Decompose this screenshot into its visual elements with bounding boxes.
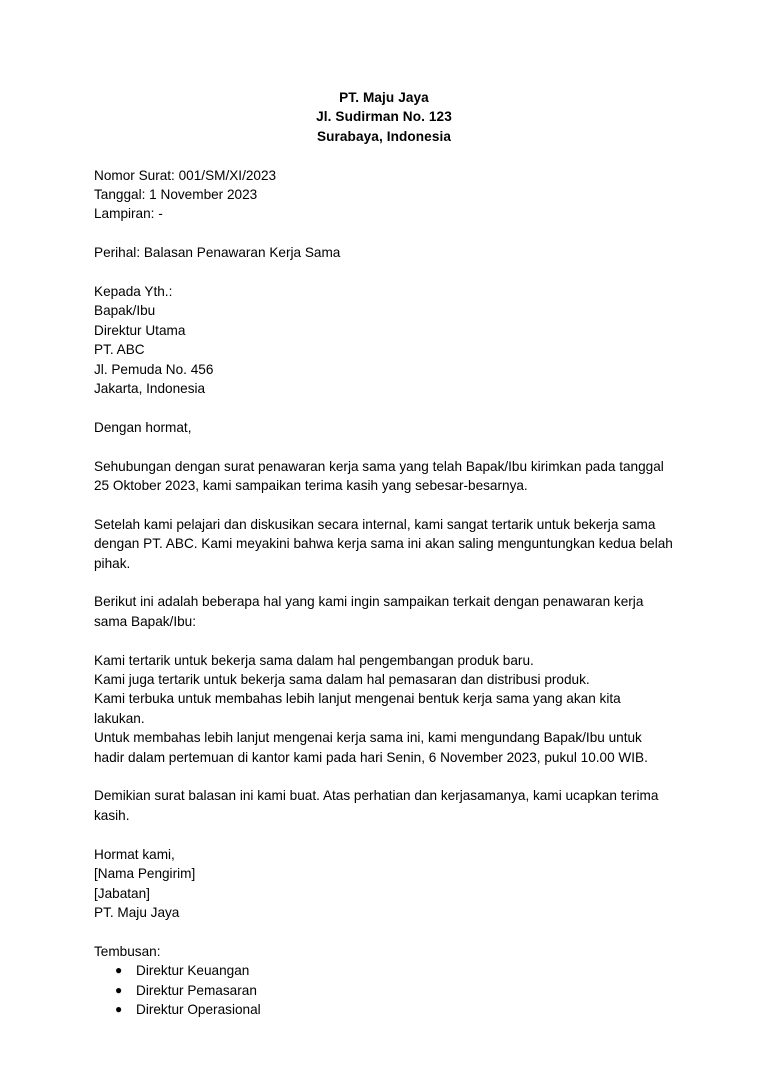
cc-list-item bbox=[94, 961, 674, 980]
recipient-title: Bapak/Ibu bbox=[94, 303, 156, 319]
cc-block bbox=[94, 942, 674, 1020]
recipient-position: Direktur Utama bbox=[94, 322, 186, 338]
reference-tanggal: Tanggal: 1 November 2023 bbox=[94, 187, 258, 203]
letterhead-company: PT. Maju Jaya bbox=[339, 90, 429, 105]
point-item-3: Kami terbuka untuk membahas lebih lanjut mengenai bentuk kerja sama yang akan kita lakukan. bbox=[94, 691, 621, 726]
greeting-line: Dengan hormat, bbox=[94, 419, 192, 435]
signature-name: [Nama Pengirim] bbox=[94, 866, 196, 882]
cc-list-item-label: Direktur Keuangan bbox=[136, 963, 250, 979]
paragraph-2 bbox=[94, 515, 674, 573]
cc-list-item-label: Direktur Operasional bbox=[136, 1001, 261, 1017]
recipient-city: Jakarta, Indonesia bbox=[94, 381, 206, 397]
subject-block bbox=[94, 243, 674, 262]
spacer-after-letterhead bbox=[94, 146, 674, 165]
letterhead-street: Jl. Sudirman No. 123 bbox=[316, 109, 452, 125]
point-item-2: Kami juga tertarik untuk bekerja sama dalam hal pemasaran dan distribusi produk. bbox=[94, 672, 590, 688]
subject-line: Perihal: Balasan Penawaran Kerja Sama bbox=[94, 245, 341, 261]
recipient-salutation: Kepada Yth.: bbox=[94, 284, 173, 300]
greeting-block bbox=[94, 418, 674, 437]
point-item-4: Untuk membahas lebih lanjut mengenai kerja sama ini, kami mengundang Bapak/Ibu untuk hadir dalam pertemuan di kantor kami pada hari Senin, 6 November 2023, pukul 10.00 WIB. bbox=[94, 730, 648, 765]
signature-company: PT. Maju Jaya bbox=[94, 904, 180, 920]
bullet-icon: ● bbox=[115, 1001, 123, 1016]
paragraph-1-text: Sehubungan dengan surat penawaran kerja sama yang telah Bapak/Ibu kirimkan pada tanggal 25 Oktober 2023, kami sampaikan terima kasih yang sebesar-besarnya. bbox=[94, 458, 664, 494]
paragraph-1 bbox=[94, 457, 674, 496]
signature-position: [Jabatan] bbox=[94, 885, 150, 901]
point-item-1: Kami tertarik untuk bekerja sama dalam hal pengembangan produk baru. bbox=[94, 652, 534, 668]
letterhead-city: Surabaya, Indonesia bbox=[316, 128, 452, 144]
signature-regards: Hormat kami, bbox=[94, 846, 175, 862]
reference-nomor-surat: Nomor Surat: 001/SM/XI/2023 bbox=[94, 167, 277, 183]
paragraph-3 bbox=[94, 592, 674, 631]
recipient-company: PT. ABC bbox=[94, 342, 145, 358]
letter-body bbox=[94, 88, 674, 1019]
signature-block bbox=[94, 845, 674, 923]
cc-list-item-label: Direktur Pemasaran bbox=[136, 982, 257, 998]
cc-list-item bbox=[94, 1000, 674, 1019]
recipient-block bbox=[94, 282, 674, 398]
closing-paragraph-text: Demikian surat balasan ini kami buat. Atas perhatian dan kerjasamanya, kami ucapkan terima kasih. bbox=[94, 788, 659, 823]
paragraph-3-text: Berikut ini adalah beberapa hal yang kami ingin sampaikan terkait dengan penawaran kerja sama Bapak/Ibu: bbox=[94, 594, 644, 629]
cc-list bbox=[94, 961, 674, 1019]
points-block bbox=[94, 651, 674, 767]
reference-lampiran: Lampiran: - bbox=[94, 206, 163, 222]
closing-paragraph bbox=[94, 786, 674, 825]
letterhead bbox=[94, 88, 674, 146]
reference-block bbox=[94, 166, 674, 224]
bullet-icon: ● bbox=[115, 963, 123, 978]
paragraph-2-text: Setelah kami pelajari dan diskusikan secara internal, kami sangat tertarik untuk bekerja sama dengan PT. ABC. Kami meyakini bahwa kerja sama ini akan saling menguntungkan kedua belah pihak. bbox=[94, 516, 673, 571]
cc-list-item bbox=[94, 981, 674, 1000]
recipient-street: Jl. Pemuda No. 456 bbox=[94, 361, 214, 377]
bullet-icon: ● bbox=[115, 982, 123, 997]
cc-label: Tembusan: bbox=[94, 943, 161, 959]
